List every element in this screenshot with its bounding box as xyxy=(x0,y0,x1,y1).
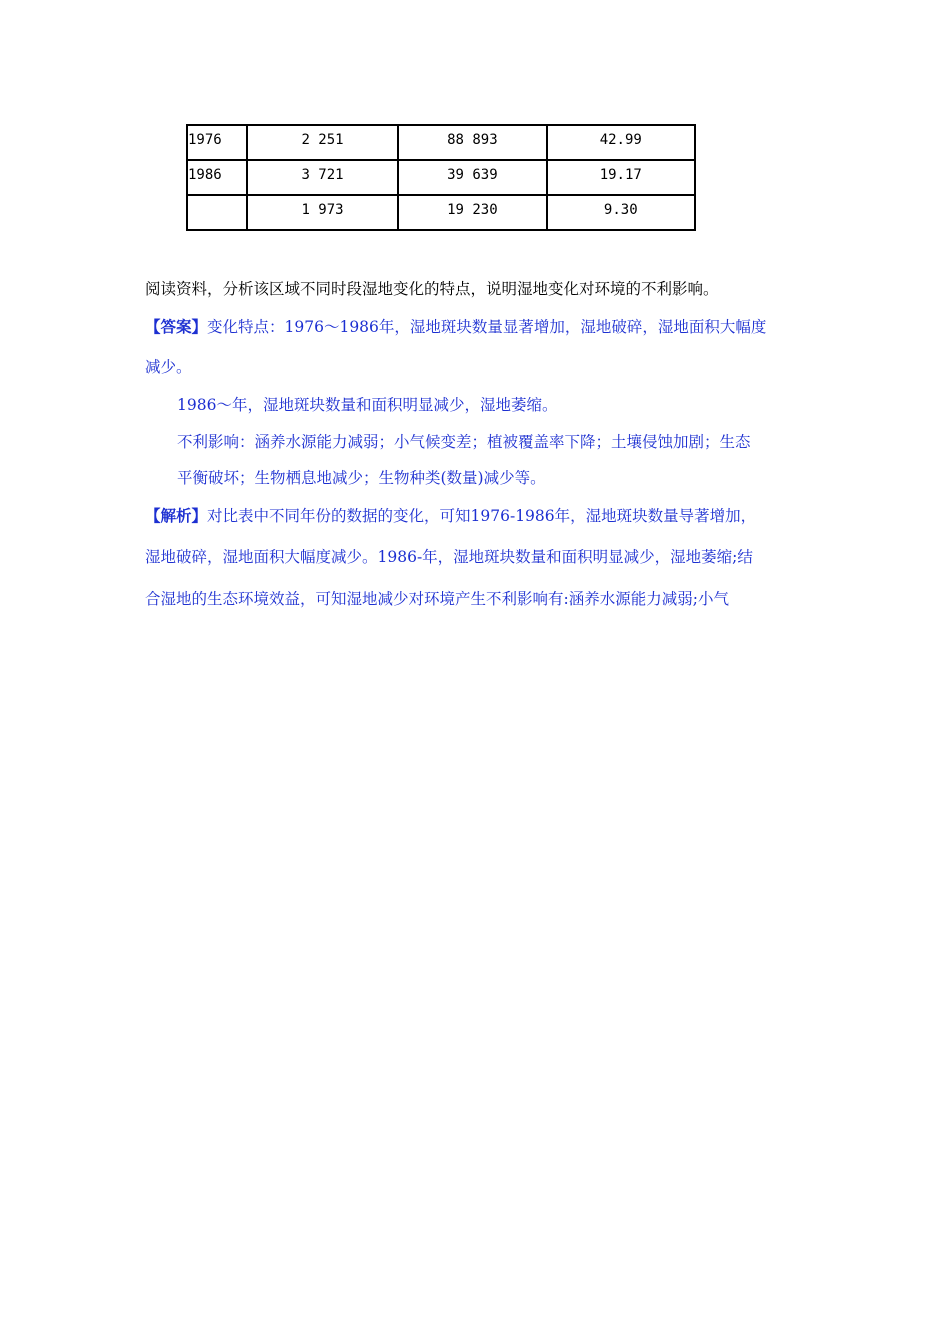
answer-line-2: 减少。 xyxy=(145,358,192,376)
table-cell: 19 230 xyxy=(398,195,546,230)
table-cell: 1976 xyxy=(187,125,247,160)
analysis-line-1 xyxy=(145,506,756,526)
table-row xyxy=(187,125,695,160)
table-row xyxy=(187,195,695,230)
table-cell: 39 639 xyxy=(398,160,546,195)
table-cell xyxy=(187,195,247,230)
answer-line-4: 不利影响：涵养水源能力减弱；小气候变差；植被覆盖率下降；土壤侵蚀加剧；生态 xyxy=(177,433,751,451)
table-cell: 1 973 xyxy=(247,195,398,230)
analysis-tag: 【解析】 xyxy=(145,506,208,525)
analysis-line-3: 合湿地的生态环境效益，可知湿地减少对环境产生不利影响有:涵养水源能力减弱;小气 xyxy=(145,590,729,608)
wetland-data-table xyxy=(186,124,696,231)
table-cell: 42.99 xyxy=(547,125,695,160)
table-cell: 2 251 xyxy=(247,125,398,160)
answer-tag: 【答案】 xyxy=(145,317,208,336)
question-text: 阅读资料，分析该区域不同时段湿地变化的特点，说明湿地变化对环境的不利影响。 xyxy=(145,280,719,298)
table-cell: 88 893 xyxy=(398,125,546,160)
analysis-line-2: 湿地破碎，湿地面积大幅度减少。1986-年，湿地斑块数量和面积明显减少，湿地萎缩;结 xyxy=(145,548,753,566)
answer-line-1 xyxy=(145,317,766,337)
table-cell: 19.17 xyxy=(547,160,695,195)
table-cell: 1986 xyxy=(187,160,247,195)
answer-line-3: 1986～年，湿地斑块数量和面积明显减少，湿地萎缩。 xyxy=(177,396,558,414)
table-row xyxy=(187,160,695,195)
answer-line-5: 平衡破坏；生物栖息地减少；生物种类(数量)减少等。 xyxy=(177,469,546,487)
table-cell: 9.30 xyxy=(547,195,695,230)
analysis-text: 对比表中不同年份的数据的变化，可知1976-1986年，湿地斑块数量导著增加， xyxy=(207,507,757,525)
answer-text: 变化特点：1976～1986年，湿地斑块数量显著增加，湿地破碎，湿地面积大幅度 xyxy=(207,318,767,336)
table-cell: 3 721 xyxy=(247,160,398,195)
